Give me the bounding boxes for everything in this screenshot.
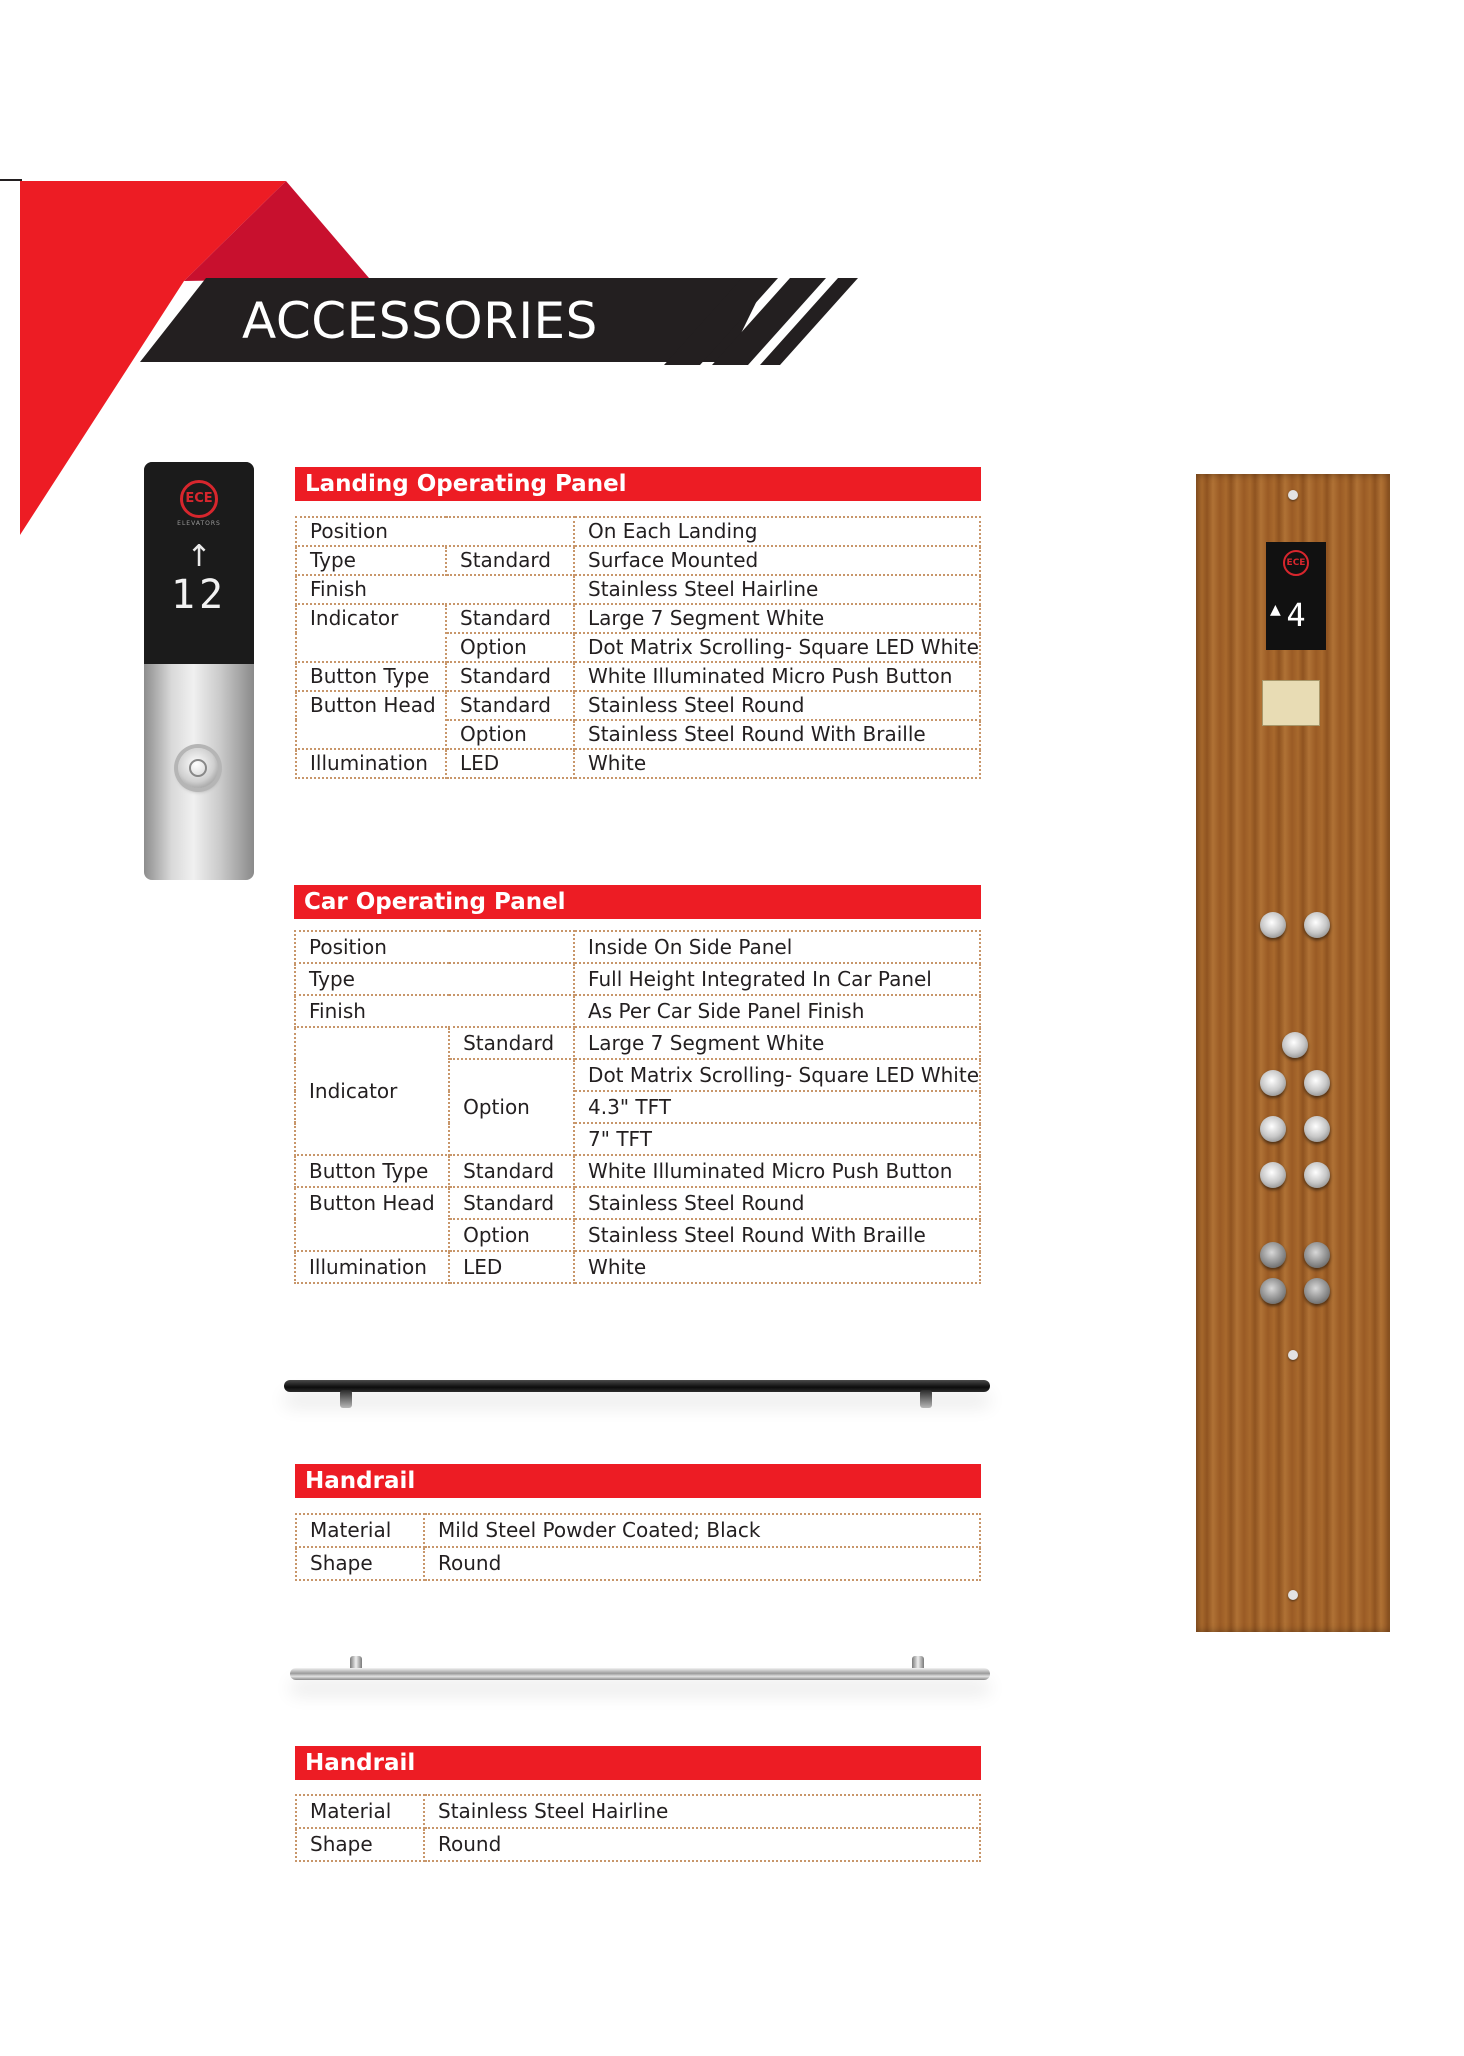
floor-button-icon xyxy=(1304,1070,1330,1096)
floor-button-icon xyxy=(1304,1162,1330,1188)
table-row xyxy=(296,517,980,546)
table-row xyxy=(295,931,980,963)
spec-value: 4.3" TFT xyxy=(574,1091,980,1123)
handrail-bracket xyxy=(920,1390,932,1408)
floor-button-icon xyxy=(1282,1032,1308,1058)
spec-sub: Standard xyxy=(449,1155,574,1187)
spec-label: Indicator xyxy=(295,1027,449,1155)
table-row xyxy=(296,691,980,720)
table-row xyxy=(296,604,980,633)
table-row xyxy=(295,1155,980,1187)
spec-value: Stainless Steel Round With Braille xyxy=(574,1219,980,1251)
table-row xyxy=(295,1251,980,1283)
spec-label: Type xyxy=(295,963,574,995)
landing-panel-display xyxy=(144,462,254,664)
landing-panel-heading: Landing Operating Panel xyxy=(295,467,981,501)
spec-label: Finish xyxy=(295,995,574,1027)
floor-button-icon xyxy=(1304,1116,1330,1142)
table-row xyxy=(296,546,980,575)
spec-label: Illumination xyxy=(296,749,446,778)
spec-value: Round xyxy=(424,1547,980,1580)
landing-panel-photo xyxy=(144,462,254,880)
steel-handrail-bar xyxy=(290,1668,990,1680)
handrail-steel-table xyxy=(295,1794,981,1862)
floor-indicator: 12 xyxy=(170,572,228,618)
spec-label: Position xyxy=(296,517,574,546)
spec-sub: Standard xyxy=(446,546,574,575)
spec-value: Inside On Side Panel xyxy=(574,931,980,963)
brand-logo-icon: ECE xyxy=(1283,550,1309,576)
spec-label: Button Head xyxy=(295,1187,449,1251)
spec-value: White Illuminated Micro Push Button xyxy=(574,662,980,691)
spec-value: White Illuminated Micro Push Button xyxy=(574,1155,980,1187)
close-doors-button-icon xyxy=(1304,1278,1330,1304)
spec-sub: Standard xyxy=(446,691,574,720)
screw-icon xyxy=(1288,490,1298,500)
page-title: ACCESSORIES xyxy=(242,292,598,350)
floor-button-icon xyxy=(1260,1116,1286,1142)
table-row xyxy=(295,1187,980,1219)
spec-sub: Standard xyxy=(449,1027,574,1059)
spec-label: Type xyxy=(296,546,446,575)
spec-value: Dot Matrix Scrolling- Square LED White xyxy=(574,633,980,662)
spec-sub: Standard xyxy=(446,604,574,633)
table-row xyxy=(296,575,980,604)
table-row xyxy=(296,1795,980,1828)
button-ring xyxy=(189,759,207,777)
spec-sub: Option xyxy=(446,633,574,662)
handrail-black-heading: Handrail xyxy=(295,1464,981,1498)
spec-value: Large 7 Segment White xyxy=(574,604,980,633)
spec-value: Stainless Steel Hairline xyxy=(424,1795,980,1828)
spec-value: Round xyxy=(424,1828,980,1861)
spec-value: Large 7 Segment White xyxy=(574,1027,980,1059)
spec-value: Full Height Integrated In Car Panel xyxy=(574,963,980,995)
spec-sub: Option xyxy=(449,1059,574,1155)
spec-label: Material xyxy=(296,1514,424,1547)
spec-value: Mild Steel Powder Coated; Black xyxy=(424,1514,980,1547)
spec-label: Material xyxy=(296,1795,424,1828)
door-open-button-icon xyxy=(1260,912,1286,938)
floor-indicator: 4 xyxy=(1286,596,1306,634)
landing-panel-table xyxy=(295,516,981,779)
spec-value: Stainless Steel Round xyxy=(574,691,980,720)
spec-label: Position xyxy=(295,931,574,963)
spec-value: White xyxy=(574,749,980,778)
table-row xyxy=(296,1514,980,1547)
black-handrail-photo xyxy=(284,1380,990,1440)
brand-name: ELEVATORS xyxy=(177,520,221,527)
capacity-plate xyxy=(1262,680,1320,726)
screw-icon xyxy=(1288,1590,1298,1600)
handrail-steel-heading: Handrail xyxy=(295,1746,981,1780)
up-arrow-icon: ↑ xyxy=(186,539,212,574)
spec-value: Stainless Steel Round With Braille xyxy=(574,720,980,749)
floor-button-icon xyxy=(1260,1162,1286,1188)
table-row xyxy=(296,662,980,691)
handrail-bracket xyxy=(340,1390,352,1408)
spec-label: Indicator xyxy=(296,604,446,662)
black-handrail-bar xyxy=(284,1380,990,1392)
spec-value: Surface Mounted xyxy=(574,546,980,575)
spec-sub: Standard xyxy=(449,1187,574,1219)
spec-label: Button Type xyxy=(296,662,446,691)
spec-label: Finish xyxy=(296,575,574,604)
table-row xyxy=(295,1027,980,1059)
spec-label: Button Head xyxy=(296,691,446,749)
steel-handrail-photo xyxy=(290,1656,990,1716)
table-row xyxy=(296,749,980,778)
car-panel-table xyxy=(294,930,981,1284)
table-row xyxy=(295,995,980,1027)
spec-value: Stainless Steel Hairline xyxy=(574,575,980,604)
car-panel-heading: Car Operating Panel xyxy=(294,885,981,919)
floor-button-icon xyxy=(1260,1070,1286,1096)
car-panel-display xyxy=(1266,542,1326,650)
brand-logo-icon: ECE xyxy=(180,480,218,518)
spec-value: As Per Car Side Panel Finish xyxy=(574,995,980,1027)
alarm-button-icon xyxy=(1260,1242,1286,1268)
spec-sub: LED xyxy=(446,749,574,778)
spec-label: Button Type xyxy=(295,1155,449,1187)
spec-value: White xyxy=(574,1251,980,1283)
direction-arrow-icon: ▲ xyxy=(1270,602,1281,618)
spec-sub: Standard xyxy=(446,662,574,691)
spec-value: 7" TFT xyxy=(574,1123,980,1155)
car-panel-photo xyxy=(1196,474,1390,1632)
spec-value: Dot Matrix Scrolling- Square LED White xyxy=(574,1059,980,1091)
door-close-button-icon xyxy=(1304,912,1330,938)
fan-button-icon xyxy=(1304,1242,1330,1268)
spec-value: On Each Landing xyxy=(574,517,980,546)
spec-sub: LED xyxy=(449,1251,574,1283)
handrail-black-table xyxy=(295,1513,981,1581)
open-doors-button-icon xyxy=(1260,1278,1286,1304)
spec-label: Shape xyxy=(296,1547,424,1580)
table-row xyxy=(296,1547,980,1580)
spec-sub: Option xyxy=(446,720,574,749)
spec-label: Shape xyxy=(296,1828,424,1861)
spec-label: Illumination xyxy=(295,1251,449,1283)
spec-value: Stainless Steel Round xyxy=(574,1187,980,1219)
table-row xyxy=(296,1828,980,1861)
call-button-icon xyxy=(178,748,218,788)
table-row xyxy=(295,963,980,995)
spec-sub: Option xyxy=(449,1219,574,1251)
screw-icon xyxy=(1288,1350,1298,1360)
